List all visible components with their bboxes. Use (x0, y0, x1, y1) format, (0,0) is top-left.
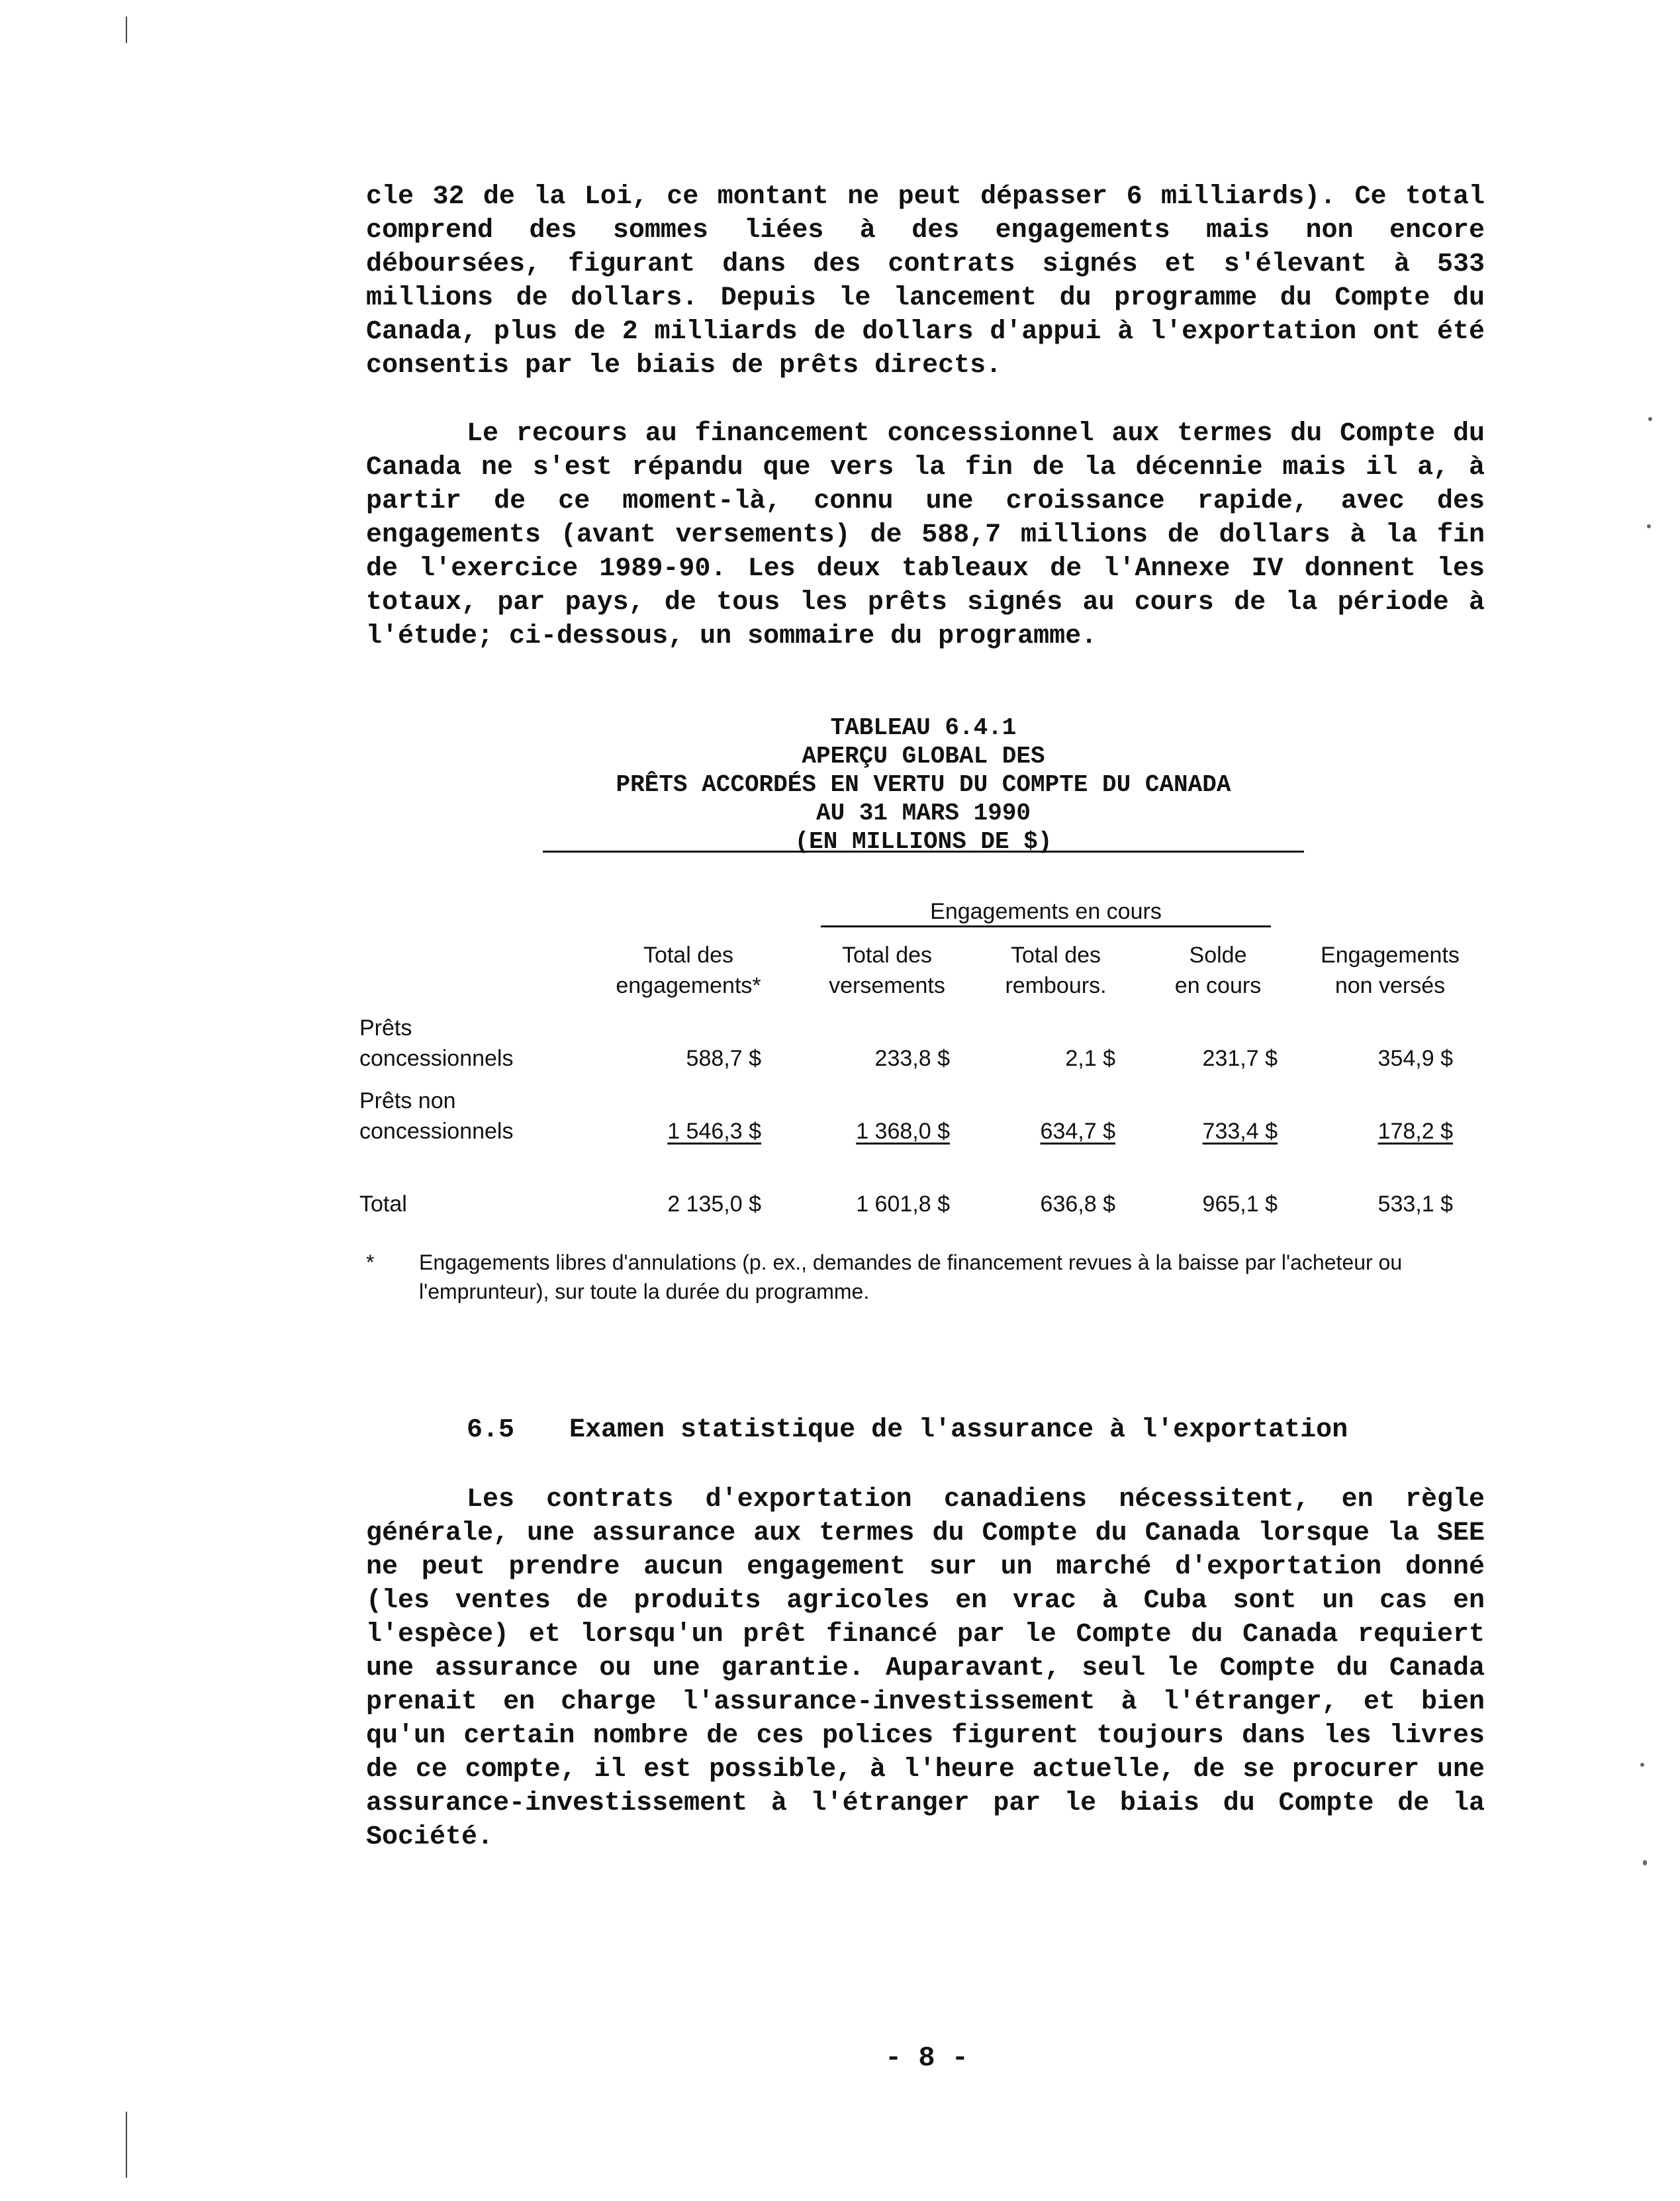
table-cell-value: 733,4 $ (1202, 1119, 1278, 1144)
table-title-line: (EN MILLIONS DE $) (794, 828, 1052, 855)
column-header-total-engagements (596, 940, 781, 1001)
table-title-line: APERÇU GLOBAL DES (802, 743, 1045, 770)
column-header-line: rembours. (1005, 973, 1107, 998)
table-title-rule (543, 851, 1304, 853)
footnote-marker: * (366, 1250, 375, 1274)
footnote-text: Engagements libres d'annulations (p. ex., demandes de financement revues à la baisse par l'acheteur ou l'emprunteur), sur toute la durée du programme. (419, 1250, 1403, 1303)
table-cell: 231,7 $ (1202, 1046, 1278, 1071)
table-cell: 636,8 $ (1040, 1192, 1115, 1217)
table-footnote (366, 1248, 1485, 1306)
scan-edge-mark (126, 2112, 127, 2178)
column-header-line: Solde (1189, 943, 1247, 968)
table-cell: 1 601,8 $ (856, 1192, 950, 1217)
column-header-line: engagements* (616, 973, 761, 998)
scan-edge-mark (126, 17, 127, 43)
table-cell (1112, 1116, 1278, 1147)
row-label-line: concessionnels (359, 1119, 514, 1144)
table-cell-value: 634,7 $ (1040, 1119, 1115, 1144)
page-number: - 8 - (884, 2042, 969, 2074)
table-cell: 533,1 $ (1377, 1192, 1453, 1217)
table-title-line: PRÊTS ACCORDÉS EN VERTU DU COMPTE DU CANADA (616, 771, 1231, 798)
column-header-engagements-non-verses (1297, 940, 1483, 1001)
row-label-prets-non-concessionnels (359, 1086, 584, 1147)
table-title-line: AU 31 MARS 1990 (816, 800, 1031, 827)
table-cell: 354,9 $ (1377, 1046, 1453, 1071)
table-cell (784, 1116, 950, 1147)
table-cell (596, 1116, 761, 1147)
column-header-line: non versés (1334, 973, 1446, 998)
group-header-rule (821, 925, 1271, 927)
paragraph-text: Les contrats d'exportation canadiens nécessitent, en règle générale, une assurance aux termes du Compte du Canada lorsque la SEE ne peut prendre aucun engagement sur un marché d'exportation donné (les ventes de produits agricoles en vrac à Cuba sont un cas en l'espèce) et lorsqu'un prêt financé par le Compte du Canada requiert une assurance ou une garantie. Auparavant, seul le Compte du Canada prenait en charge l'assurance-investissement à l'étranger, et bien qu'un certain nombre de ces polices figurent toujours dans les livres de ce compte, il est possible, à l'heure actuelle, de se procurer une assurance-investissement à l'étranger par le biais du Compte de la Société. (366, 1485, 1485, 1852)
table-cell (1287, 1116, 1453, 1147)
column-header-line: Total des (841, 943, 933, 968)
row-label-prets-concessionnels (359, 1013, 584, 1074)
table-cell: 588,7 $ (686, 1046, 761, 1071)
group-header: Engagements en cours (930, 899, 1162, 924)
row-label-line: Prêts non (359, 1088, 456, 1113)
scan-speck (1648, 417, 1652, 421)
column-header-line: Total des (643, 943, 734, 968)
table-title (543, 714, 1304, 856)
table-cell (950, 1116, 1115, 1147)
column-header-line: Engagements (1321, 943, 1460, 968)
table-cell: 965,1 $ (1202, 1192, 1278, 1217)
row-label-line: Prêts (359, 1015, 412, 1041)
paragraph-export-insurance (366, 1483, 1485, 1854)
table-cell: 2,1 $ (1065, 1046, 1115, 1071)
section-number: 6.5 (467, 1415, 515, 1445)
table-cell-value: 1 546,3 $ (667, 1119, 761, 1144)
column-header-solde (1125, 940, 1311, 1001)
table-cell-value: 1 368,0 $ (856, 1119, 950, 1144)
table-cell: 233,8 $ (874, 1046, 950, 1071)
paragraph-continuation (366, 180, 1485, 383)
paragraph-concessional-financing (366, 417, 1485, 653)
row-label-total (359, 1189, 584, 1219)
column-header-total-versements (794, 940, 980, 1001)
paragraph-text: Le recours au financement concessionnel aux termes du Compte du Canada ne s'est répandu que vers la fin de la décennie mais il a, à partir de ce moment-là, connu une croissance rapide, avec des engagements (avant versements) de 588,7 millions de dollars à la fin de l'exercice 1989-90. Les deux tableaux de l'Annexe IV donnent les totaux, par pays, de tous les prêts signés au cours de la période à l'étude; ci-dessous, un sommaire du programme. (366, 419, 1485, 651)
column-header-line: versements (829, 973, 945, 998)
table-title-line: TABLEAU 6.4.1 (830, 714, 1017, 741)
paragraph-text: cle 32 de la Loi, ce montant ne peut dépasser 6 milliards). Ce total comprend des sommes liées à des engagements mais non encore déboursées, figurant dans des contrats signés et s'élevant à 533 millions de dollars. Depuis le lancement du programme du Compte du Canada, plus de 2 milliards de dollars d'appui à l'exportation ont été consentis par le biais de prêts directs. (366, 182, 1485, 381)
column-header-total-rembours (963, 940, 1148, 1001)
row-label-line: Total (359, 1192, 407, 1217)
column-header-line: Total des (1010, 943, 1101, 968)
row-label-line: concessionnels (359, 1046, 514, 1071)
scan-speck (1643, 1860, 1647, 1865)
scan-speck (1647, 524, 1651, 528)
section-heading (467, 1413, 1348, 1447)
table-cell-value: 178,2 $ (1377, 1119, 1453, 1144)
column-header-line: en cours (1174, 973, 1262, 998)
section-title: Examen statistique de l'assurance à l'exportation (569, 1415, 1348, 1445)
table-cell: 2 135,0 $ (667, 1192, 761, 1217)
scan-speck (1640, 1763, 1644, 1767)
